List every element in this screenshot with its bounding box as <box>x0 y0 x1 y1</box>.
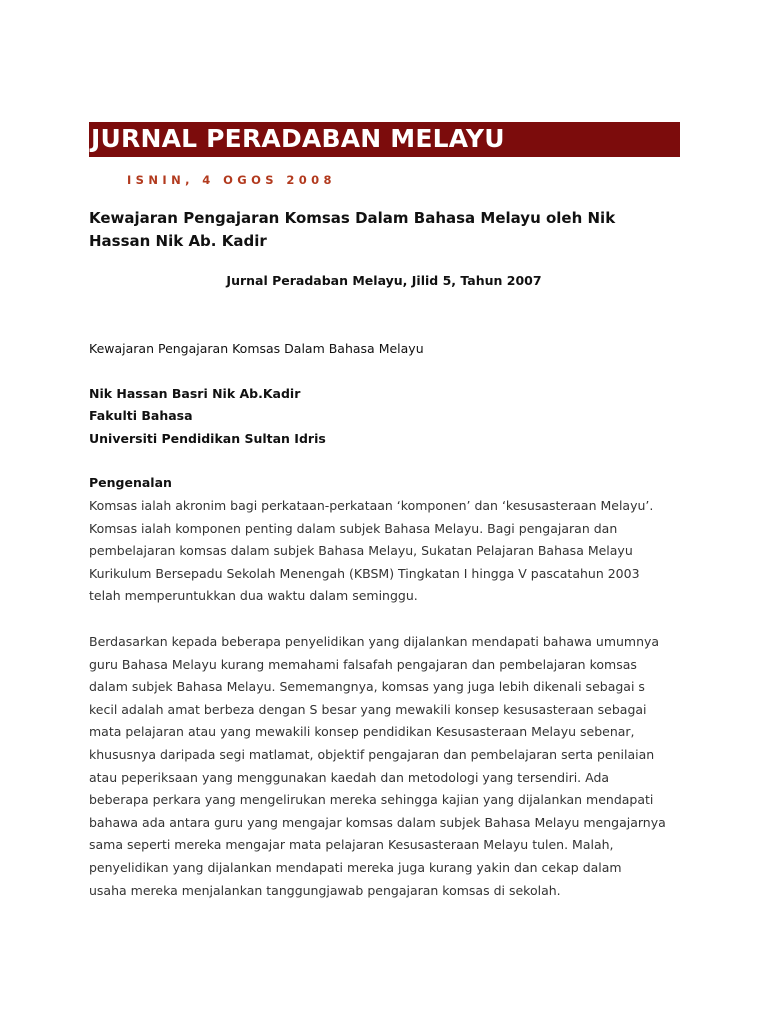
paragraph-line: penyelidikan yang dijalankan mendapati mereka juga kurang yakin dan cekap dalam <box>89 859 622 875</box>
blog-title[interactable]: JURNAL PERADABAN MELAYU <box>91 124 505 153</box>
paragraph-research <box>89 631 689 902</box>
paragraph-line: kecil adalah amat berbeza dengan S besar yang mewakili konsep kesusasteraan sebagai <box>89 701 647 717</box>
paragraph-line: dalam subjek Bahasa Melayu. Sememangnya, komsas yang juga lebih dikenali sebagai s <box>89 679 645 695</box>
paragraph-line: bahawa ada antara guru yang mengajar komsas dalam subjek Bahasa Melayu mengajarnya <box>89 814 666 830</box>
paragraph-line: Berdasarkan kepada beberapa penyelidikan yang dijalankan mendapati bahawa umumnya <box>89 634 660 649</box>
paragraph-line: khususnya daripada segi matlamat, objektif pengajaran dan pembelajaran serta penilaian <box>89 746 655 762</box>
paragraph-line: atau peperiksaan yang menggunakan kaedah dan metodologi yang tersendiri. Ada <box>89 769 610 785</box>
article-title: Kewajaran Pengajaran Komsas Dalam Bahasa Melayu <box>89 341 424 356</box>
paragraph-intro <box>89 495 689 608</box>
paragraph-line: guru Bahasa Melayu kurang memahami falsafah pengajaran dan pembelajaran komsas <box>89 656 637 672</box>
paragraph-line: Komsas ialah akronim bagi perkataan-perkataan ‘komponen’ dan ‘kesusasteraan Melayu’. <box>89 498 654 513</box>
post-title[interactable]: Kewajaran Pengajaran Komsas Dalam Bahasa Melayu oleh Nik Hassan Nik Ab. Kadir <box>89 209 616 250</box>
paragraph-line: usaha mereka menjalankan tanggungjawab pengajaran komsas di sekolah. <box>89 882 561 898</box>
paragraph-line: Kurikulum Bersepadu Sekolah Menengah (KBSM) Tingkatan I hingga V pascatahun 2003 <box>89 565 640 581</box>
paragraph-line: Komsas ialah komponen penting dalam subjek Bahasa Melayu. Bagi pengajaran dan <box>89 520 618 536</box>
post-date: ISNIN, 4 OGOS 2008 <box>127 173 336 187</box>
author-info <box>89 383 689 450</box>
paragraph-line: pembelajaran komsas dalam subjek Bahasa Melayu, Sukatan Pelajaran Bahasa Melayu <box>89 543 633 559</box>
paragraph-line: sama seperti mereka mengajar mata pelajaran Kesusasteraan Melayu tulen. Malah, <box>89 837 614 853</box>
paragraph-line: beberapa perkara yang mengelirukan mereka sehingga kajian yang dijalankan mendapati <box>89 792 654 808</box>
paragraph-line: mata pelajaran atau yang mewakili konsep pendidikan Kesusasteraan Melayu sebenar, <box>89 724 635 740</box>
paragraph-line: telah memperuntukkan dua waktu dalam seminggu. <box>89 588 418 604</box>
author-faculty: Fakulti Bahasa <box>89 408 193 424</box>
author-university: Universiti Pendidikan Sultan Idris <box>89 430 326 446</box>
section-heading: Pengenalan <box>89 475 172 490</box>
author-name: Nik Hassan Basri Nik Ab.Kadir <box>89 386 301 401</box>
blog-header-banner <box>89 122 680 157</box>
journal-reference: Jurnal Peradaban Melayu, Jilid 5, Tahun 2007 <box>226 273 542 288</box>
